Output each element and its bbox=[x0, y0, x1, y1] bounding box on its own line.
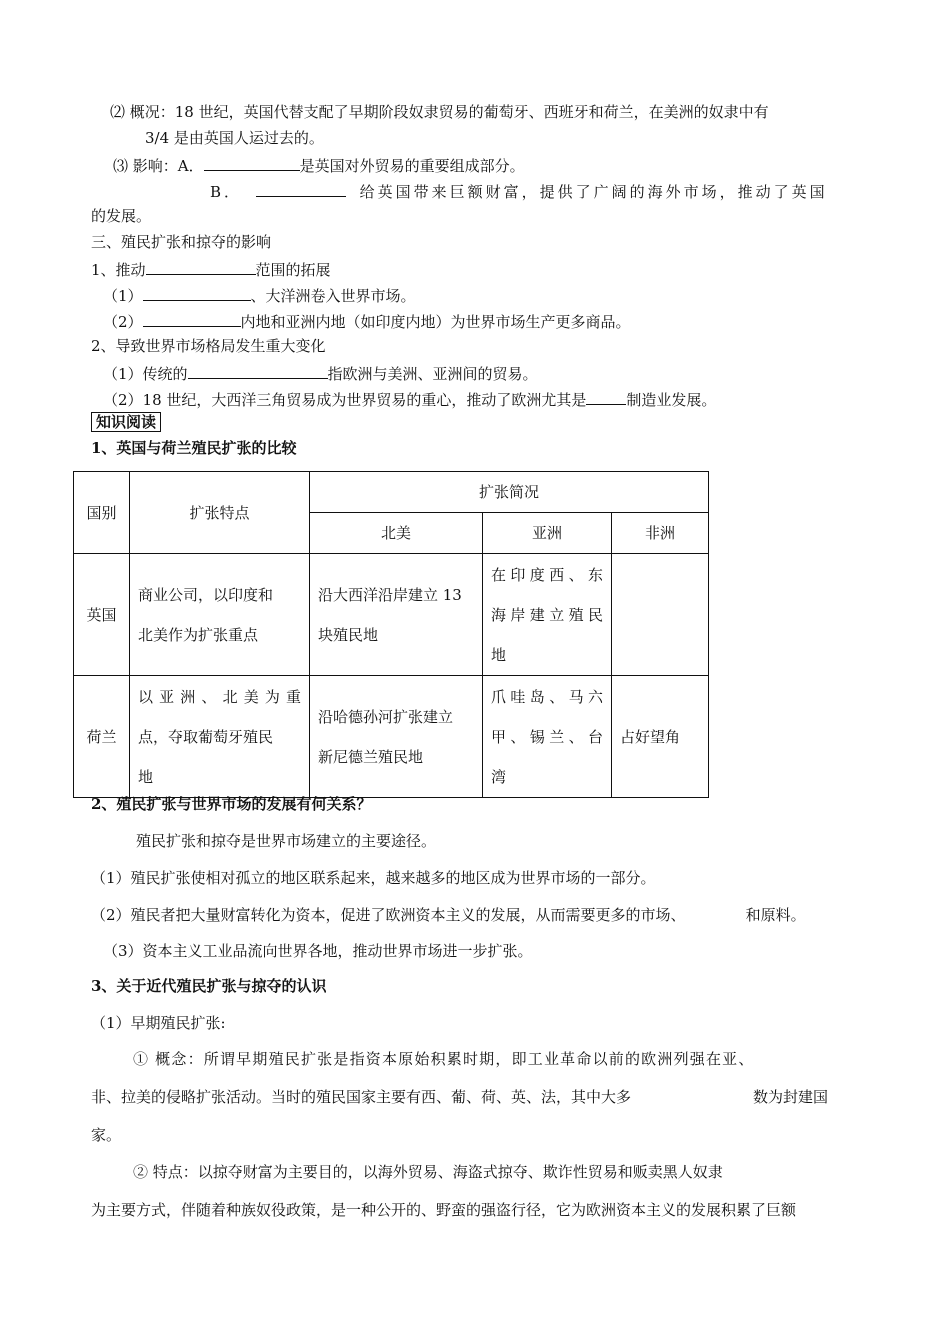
reading-label-box: 知识阅读 bbox=[91, 412, 161, 432]
comparison-table bbox=[73, 471, 709, 798]
text-line: 3/4 是由英国人运过去的。 bbox=[145, 129, 324, 147]
reading-label bbox=[91, 412, 161, 432]
reading-heading-1: 1、英国与荷兰殖民扩张的比较 bbox=[91, 439, 297, 457]
text: （2） bbox=[103, 313, 143, 331]
cell-features bbox=[130, 676, 310, 798]
text-line bbox=[103, 310, 631, 332]
cell-line: 海岸建立殖民 bbox=[491, 605, 603, 624]
header-country: 国别 bbox=[74, 472, 130, 554]
text-line bbox=[210, 180, 828, 202]
cell-country: 英国 bbox=[74, 554, 130, 676]
text-line: 殖民扩张和掠夺是世界市场建立的主要途径。 bbox=[136, 832, 437, 850]
fill-blank[interactable] bbox=[256, 180, 346, 197]
cell-line: 占好望角 bbox=[620, 727, 681, 746]
table-row bbox=[74, 554, 709, 676]
fill-blank[interactable] bbox=[143, 284, 251, 301]
cell-north-america bbox=[310, 554, 483, 676]
header-north-america: 北美 bbox=[310, 513, 483, 554]
text-line bbox=[91, 905, 806, 925]
text: 制造业发展。 bbox=[626, 391, 717, 409]
cell-line: 块殖民地 bbox=[318, 625, 379, 644]
header-features: 扩张特点 bbox=[130, 472, 310, 554]
reading-heading-2: 2、殖民扩张与世界市场的发展有何关系？ bbox=[91, 795, 372, 813]
text: 数为封建国 bbox=[753, 1088, 829, 1106]
fill-blank[interactable] bbox=[586, 388, 626, 405]
text: 是英国对外贸易的重要组成部分。 bbox=[299, 157, 525, 175]
table-row bbox=[74, 676, 709, 798]
text-line bbox=[103, 388, 716, 410]
text-line: ② 特点：以掠夺财富为主要目的，以海外贸易、海盗式掠夺、欺诈性贸易和贩卖黑人奴隶 bbox=[133, 1163, 723, 1181]
text: （2）18 世纪，大西洋三角贸易成为世界贸易的重心，推动了欧洲尤其是 bbox=[103, 391, 587, 409]
section-heading: 三、殖民扩张和掠夺的影响 bbox=[91, 233, 272, 251]
text-line bbox=[91, 258, 331, 280]
cell-line: 点，夺取葡萄牙殖民 bbox=[138, 727, 274, 746]
cell-line: 甲、锡兰、台 bbox=[491, 727, 603, 746]
text: （1）传统的 bbox=[103, 365, 188, 383]
text: 指欧洲与美洲、亚洲间的贸易。 bbox=[327, 365, 538, 383]
cell-line: 商业公司，以印度和 bbox=[138, 585, 274, 604]
cell-country: 荷兰 bbox=[74, 676, 130, 798]
cell-line: 爪哇岛、马六 bbox=[491, 687, 603, 706]
text: 给英国带来巨额财富，提供了广阔的海外市场，推动了英国 bbox=[359, 183, 828, 201]
text-line: 为主要方式，伴随着种族奴役政策，是一种公开的、野蛮的强盗行径，它为欧洲资本主义的发展积累了巨额 bbox=[91, 1201, 797, 1219]
header-asia: 亚洲 bbox=[483, 513, 612, 554]
text-line: ⑵ 概况：18 世纪，英国代替支配了早期阶段奴隶贸易的葡萄牙、西班牙和荷兰，在美洲的奴隶中有 bbox=[110, 103, 769, 121]
header-overview: 扩张简况 bbox=[310, 472, 709, 513]
text-line bbox=[113, 154, 525, 176]
cell-line: 沿大西洋沿岸建立 13 bbox=[318, 585, 462, 604]
text-line: 的发展。 bbox=[91, 207, 152, 225]
cell-line: 沿哈德孙河扩张建立 bbox=[318, 707, 454, 726]
text: （1） bbox=[103, 287, 143, 305]
text-line: （3）资本主义工业品流向世界各地，推动世界市场进一步扩张。 bbox=[103, 942, 533, 960]
text-line bbox=[103, 362, 538, 384]
cell-line: 地 bbox=[138, 767, 154, 786]
text: 范围的拓展 bbox=[255, 261, 331, 279]
cell-line: 北美作为扩张重点 bbox=[138, 625, 259, 644]
cell-line: 在印度西、东 bbox=[491, 565, 603, 584]
text-line bbox=[91, 1087, 828, 1107]
text: （2）殖民者把大量财富转化为资本，促进了欧洲资本主义的发展，从而需要更多的市场、 bbox=[91, 906, 686, 924]
fill-blank[interactable] bbox=[204, 154, 300, 171]
reading-heading-3: 3、关于近代殖民扩张与掠夺的认识 bbox=[91, 977, 327, 995]
text-line: （1）殖民扩张使相对孤立的地区联系起来，越来越多的地区成为世界市场的一部分。 bbox=[91, 869, 656, 887]
text: 非、拉美的侵略扩张活动。当时的殖民国家主要有西、葡、荷、英、法，其中大多 bbox=[91, 1088, 632, 1106]
fill-blank[interactable] bbox=[188, 362, 328, 379]
text: ⑶ 影响：A． bbox=[113, 157, 204, 175]
cell-north-america bbox=[310, 676, 483, 798]
text: 、大洋洲卷入世界市场。 bbox=[250, 287, 416, 305]
cell-africa bbox=[612, 554, 709, 676]
fill-blank[interactable] bbox=[146, 258, 256, 275]
text: 内地和亚洲内地（如印度内地）为世界市场生产更多商品。 bbox=[240, 313, 631, 331]
text-line: ① 概念：所谓早期殖民扩张是指资本原始积累时期，即工业革命以前的欧洲列强在亚、 bbox=[133, 1050, 755, 1068]
text-line: 家。 bbox=[91, 1126, 122, 1144]
text: 和原料。 bbox=[745, 906, 806, 924]
text-line: 2、导致世界市场格局发生重大变化 bbox=[91, 337, 326, 355]
text: 1、推动 bbox=[91, 261, 146, 279]
cell-line: 以亚洲、北美为重 bbox=[138, 687, 301, 706]
text-line bbox=[103, 284, 416, 306]
cell-line: 湾 bbox=[491, 767, 507, 786]
text-line: （1）早期殖民扩张: bbox=[91, 1014, 226, 1032]
header-africa: 非洲 bbox=[612, 513, 709, 554]
fill-blank[interactable] bbox=[143, 310, 241, 327]
cell-asia bbox=[483, 676, 612, 798]
cell-africa bbox=[612, 676, 709, 798]
cell-asia bbox=[483, 554, 612, 676]
text: B． bbox=[210, 183, 243, 201]
cell-line: 地 bbox=[491, 645, 507, 664]
cell-features bbox=[130, 554, 310, 676]
cell-line: 新尼德兰殖民地 bbox=[318, 747, 424, 766]
